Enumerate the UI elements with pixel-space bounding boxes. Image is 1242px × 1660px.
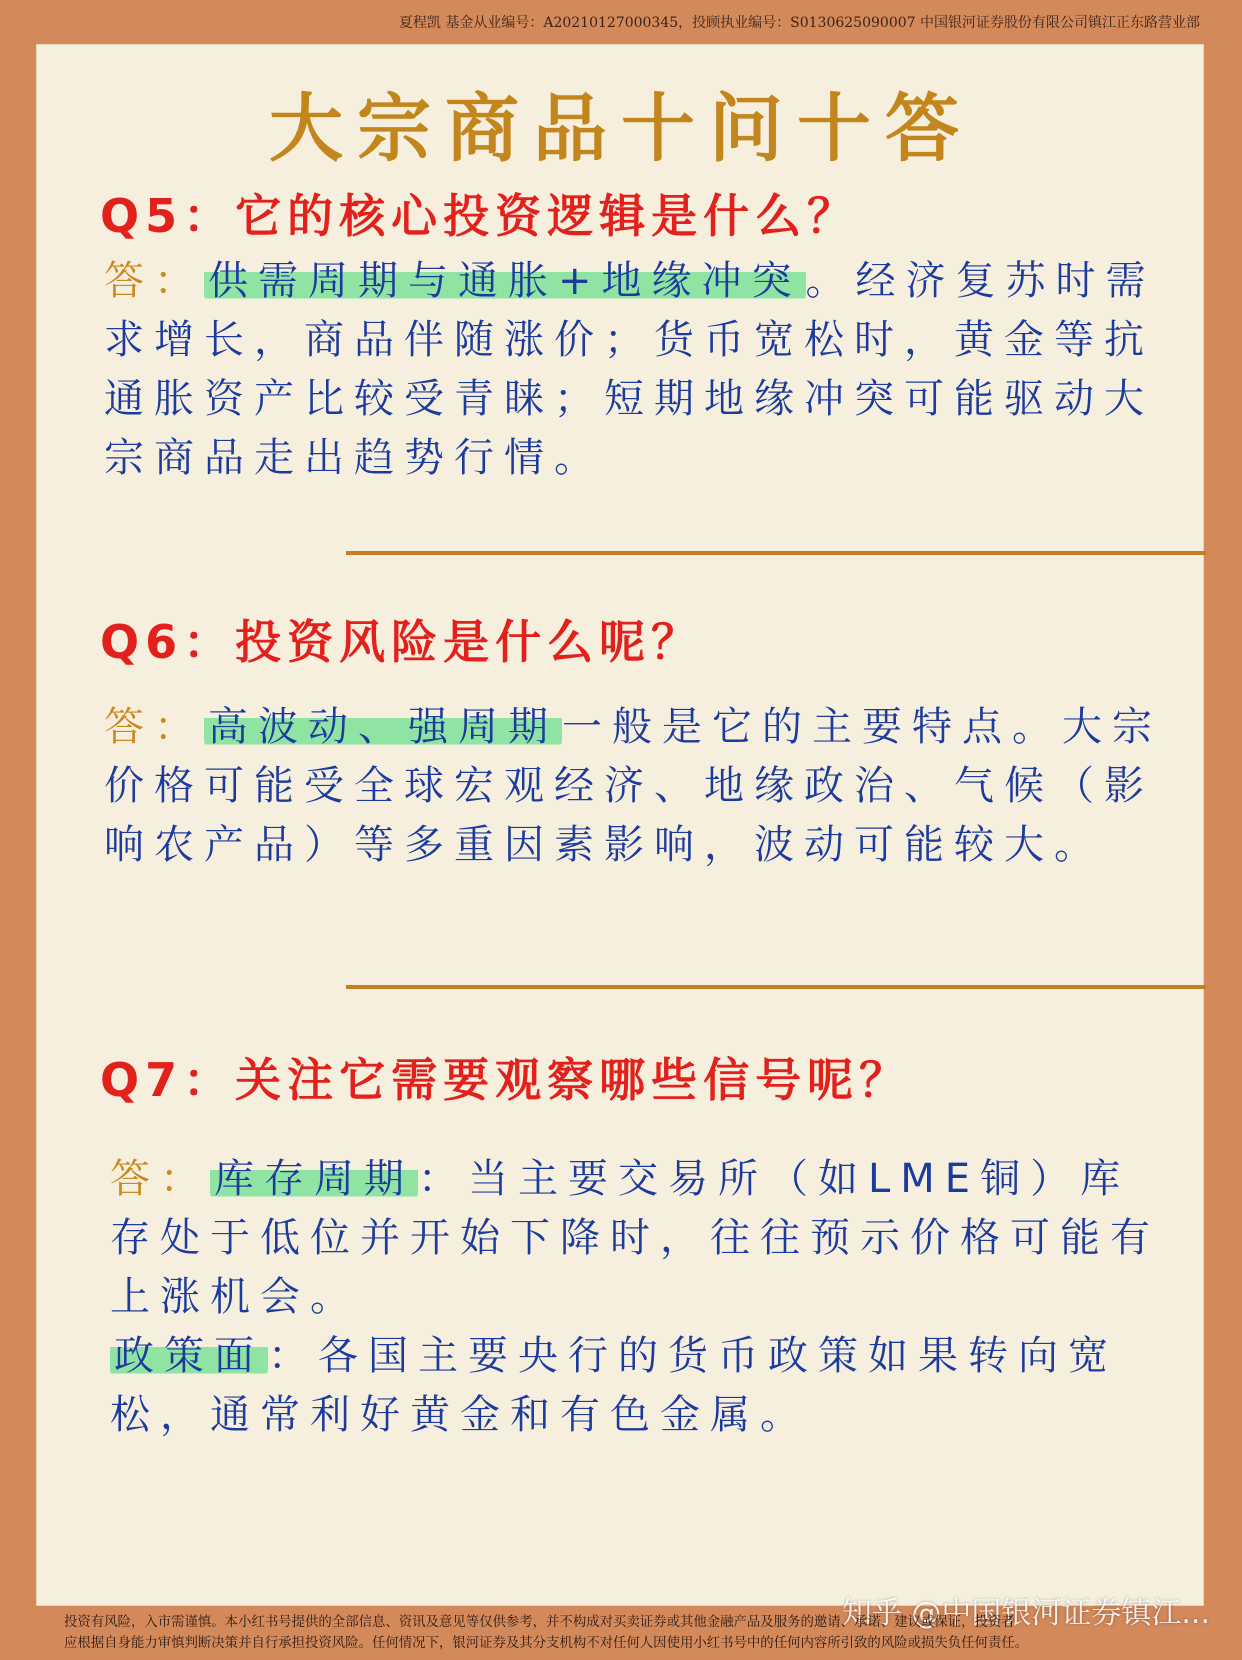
answer-q7 (110, 1150, 1174, 1445)
highlight-phrase: 库存周期 (210, 1156, 418, 1202)
watermark: 知乎 @中国银河证券镇江... (841, 1596, 1210, 1631)
question-q6: Q6：投资风险是什么呢？ (100, 615, 704, 669)
risk-disclaimer-line: 投资有风险，入市需谨慎。本小红书号提供的全部信息、资讯及意见等仅供参考，并不构成对买卖证券或其他金融产品及服务的邀请、承诺、建议或保证，投资者 (64, 1615, 1015, 1630)
top-disclaimer: 夏程凯 基金从业编号：A20210127000345，投顾执业编号：S0130625090007 中国银河证券股份有限公司镇江正东路营业部 (398, 15, 1200, 31)
answer-q5 (104, 252, 1174, 488)
risk-disclaimer-line: 应根据自身能力审慎判断决策并自行承担投资风险。任何情况下，银河证券及其分支机构不对任何人因使用小红书号中的任何内容所引致的风险或损失负任何责任。 (64, 1636, 1029, 1651)
section-divider (346, 985, 1206, 989)
answer-label: 答： (104, 704, 204, 750)
highlight-phrase: 政策面 (110, 1333, 268, 1379)
answer-label: 答： (104, 258, 204, 304)
page-title: 大宗商品十问十答 (269, 86, 973, 172)
answer-text: ：当主要交易所（如LME铜）库存处于低位并开始下降时，往往预示价格可能有上涨机会。 (110, 1156, 1160, 1320)
section-divider (346, 551, 1206, 555)
answer-text: 一般是它的主要特点。大宗价格可能受全球宏观经济、地缘政治、气候（影响农产品）等多重因素影响，波动可能较大。 (104, 704, 1162, 868)
answer-q6 (104, 698, 1174, 875)
highlight-phrase: 高波动、强周期 (204, 704, 562, 750)
answer-text: ：各国主要央行的货币政策如果转向宽松，通常利好黄金和有色金属。 (110, 1333, 1118, 1438)
question-q5: Q5：它的核心投资逻辑是什么？ (100, 189, 860, 243)
answer-text: 。经济复苏时需求增长，商品伴随涨价；货币宽松时，黄金等抗通胀资产比较受青睐；短期地缘冲突可能驱动大宗商品走出趋势行情。 (104, 258, 1156, 481)
risk-disclaimer (64, 1612, 1184, 1654)
question-q7: Q7：关注它需要观察哪些信号呢？ (100, 1053, 912, 1107)
highlight-phrase: 供需周期与通胀+地缘冲突 (204, 258, 806, 304)
answer-label: 答： (110, 1156, 210, 1202)
